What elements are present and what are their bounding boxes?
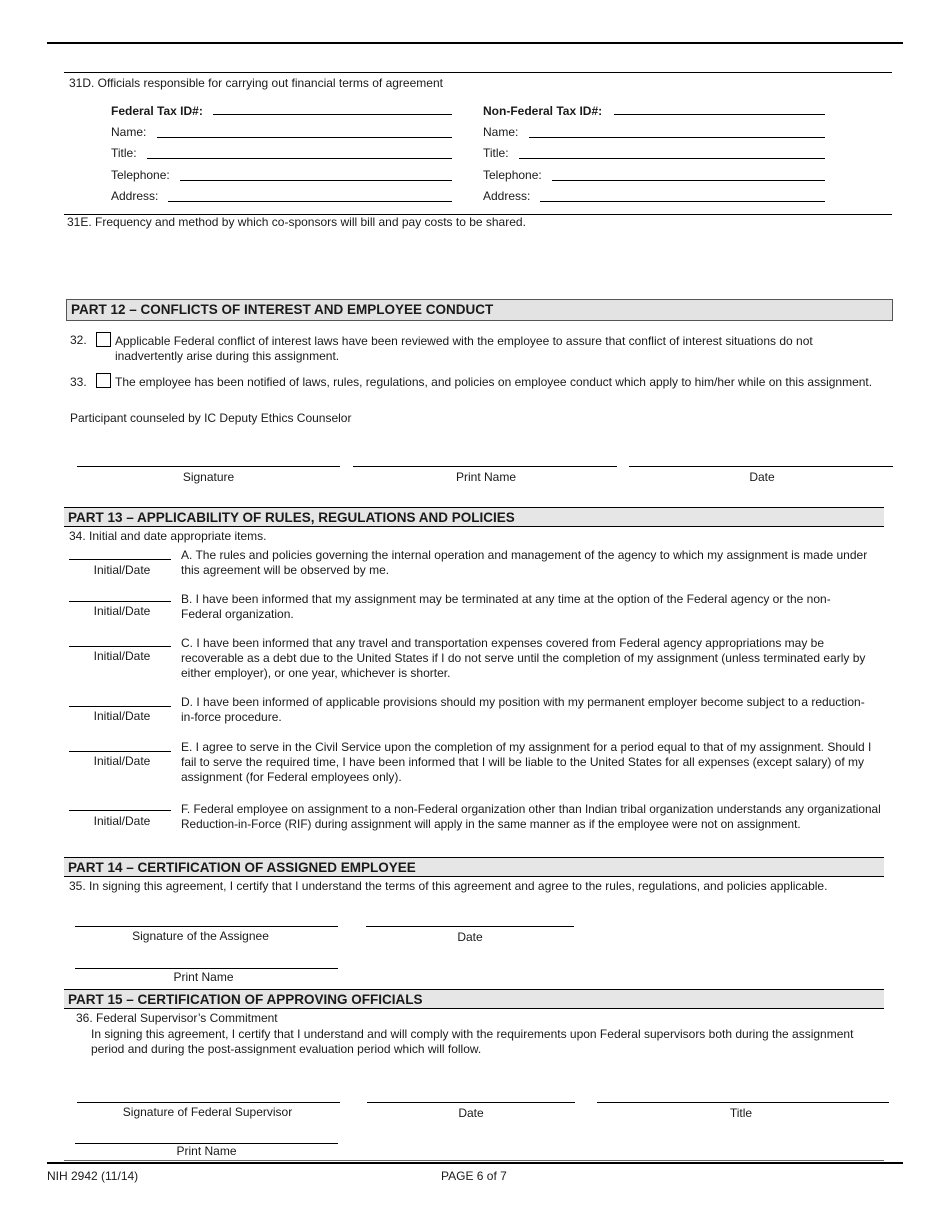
counseled-label: Participant counseled by IC Deputy Ethics Counselor <box>70 411 352 425</box>
supervisor-print-name-label: Print Name <box>176 1144 237 1158</box>
nonfederal-address-field[interactable] <box>540 201 825 202</box>
assignee-date-label: Date <box>457 930 483 944</box>
item-33-text: The employee has been notified of laws, rules, regulations, and policies on employee conduct which apply to him/her while on this assignment. <box>115 375 873 389</box>
item-32-number: 32. <box>70 333 87 347</box>
part-12-header: PART 12 – CONFLICTS OF INTEREST AND EMPLOYEE CONDUCT <box>66 299 893 321</box>
assignee-signature-field[interactable] <box>75 926 338 927</box>
initial-date-label-f: Initial/Date <box>93 814 151 828</box>
federal-name-field[interactable] <box>157 137 452 138</box>
initial-date-field-f[interactable] <box>69 810 171 811</box>
item-d-text: D. I have been informed of applicable provisions should my position with my permanent employer become subject to a reduction-in-force procedure. <box>181 695 865 724</box>
section-31e-field[interactable] <box>67 232 892 296</box>
federal-tax-field[interactable] <box>213 114 452 115</box>
part12-signature-label: Signature <box>182 470 235 484</box>
section-31d-heading: 31D. Officials responsible for carrying out financial terms of agreement <box>69 76 443 90</box>
federal-name-label: Name: <box>111 125 147 139</box>
initial-date-label-a: Initial/Date <box>93 563 151 577</box>
nonfederal-address-label: Address: <box>483 189 531 203</box>
form-number: NIH 2942 (11/14) <box>47 1169 139 1183</box>
nonfederal-telephone-label: Telephone: <box>483 168 542 182</box>
supervisor-signature-field[interactable] <box>77 1102 340 1103</box>
supervisor-date-label: Date <box>458 1106 484 1120</box>
item-a-text: A. The rules and policies governing the internal operation and management of the agency to which my assignment is made under this agreement will be observed by me. <box>181 548 868 577</box>
part15-commitment-text: In signing this agreement, I certify that I understand and will comply with the requirements upon Federal supervisors both during the assignment period and during the post-assignment evaluation period which will follow. <box>91 1027 854 1056</box>
item-32-checkbox[interactable] <box>96 332 111 347</box>
initial-date-label-e: Initial/Date <box>93 754 151 768</box>
item-33-number: 33. <box>70 375 87 389</box>
part-14-header: PART 14 – CERTIFICATION OF ASSIGNED EMPLOYEE <box>64 857 884 877</box>
item-c-text: C. I have been informed that any travel and transportation expenses covered from Federal agency appropriations may be recoverable as a debt due to the United States if I do not serve until the completion of my assignment (unless terminated early by either employer), or one year, whichever is shorter. <box>181 636 866 680</box>
supervisor-title-field[interactable] <box>597 1102 889 1103</box>
nonfederal-telephone-field[interactable] <box>552 180 825 181</box>
initial-date-field-e[interactable] <box>69 751 171 752</box>
federal-address-field[interactable] <box>168 201 452 202</box>
nonfederal-tax-label: Non-Federal Tax ID#: <box>483 104 603 118</box>
part12-date-field[interactable] <box>629 466 893 467</box>
assignee-print-name-field[interactable] <box>75 968 338 969</box>
nonfederal-title-field[interactable] <box>519 158 825 159</box>
initial-date-field-c[interactable] <box>69 646 171 647</box>
part12-signature-field[interactable] <box>77 466 340 467</box>
federal-address-label: Address: <box>111 189 159 203</box>
item-e-text: E. I agree to serve in the Civil Service upon the completion of my assignment for a period equal to that of my assignment. Should I fail to serve the required time, I have been informed that I will be liable to the United States for all expenses (except salary) of my assignment (for Federal employees only). <box>181 740 872 784</box>
federal-title-field[interactable] <box>147 158 452 159</box>
nonfederal-tax-field[interactable] <box>614 114 825 115</box>
federal-title-label: Title: <box>111 146 137 160</box>
part14-certify-text: 35. In signing this agreement, I certify that I understand the terms of this agreement and agree to the rules, regulations, and policies applicable. <box>69 879 828 893</box>
footer-rule <box>47 1162 903 1164</box>
federal-telephone-label: Telephone: <box>111 168 170 182</box>
item-b-text: B. I have been informed that my assignment may be terminated at any time at the option of the Federal agency or the non-Federal organization. <box>181 592 831 621</box>
assignee-print-name-label: Print Name <box>173 970 234 984</box>
part12-print-name-field[interactable] <box>353 466 617 467</box>
supervisor-signature-label: Signature of Federal Supervisor <box>122 1105 293 1119</box>
section-31d-rule <box>64 72 892 73</box>
part13-intro: 34. Initial and date appropriate items. <box>69 529 267 543</box>
initial-date-field-d[interactable] <box>69 706 171 707</box>
section-31e-heading: 31E. Frequency and method by which co-sponsors will bill and pay costs to be shared. <box>67 215 526 229</box>
federal-tax-label: Federal Tax ID#: <box>111 104 203 118</box>
part12-date-label: Date <box>749 470 775 484</box>
initial-date-field-a[interactable] <box>69 559 171 560</box>
nonfederal-title-label: Title: <box>483 146 509 160</box>
item-32-text: Applicable Federal conflict of interest laws have been reviewed with the employee to assure that conflict of interest situations do not inadvertently arise during this assignment. <box>115 334 813 363</box>
top-rule <box>47 42 903 44</box>
item-f-text: F. Federal employee on assignment to a non-Federal organization other than Indian tribal organization understands any organizational Reduction-in-Force (RIF) during assignment will apply in the same manner as if the employee were not on assignment. <box>181 802 881 831</box>
part12-print-name-label: Print Name <box>455 470 517 484</box>
federal-telephone-field[interactable] <box>180 180 452 181</box>
nonfederal-name-field[interactable] <box>529 137 825 138</box>
part15-heading: 36. Federal Supervisor’s Commitment <box>76 1011 278 1025</box>
supervisor-date-field[interactable] <box>367 1102 575 1103</box>
initial-date-label-b: Initial/Date <box>93 604 151 618</box>
supervisor-title-label: Title <box>729 1106 753 1120</box>
assignee-signature-label: Signature of the Assignee <box>132 929 269 943</box>
initial-date-field-b[interactable] <box>69 601 171 602</box>
initial-date-label-d: Initial/Date <box>93 709 151 723</box>
item-33-checkbox[interactable] <box>96 373 111 388</box>
part-15-header: PART 15 – CERTIFICATION OF APPROVING OFFICIALS <box>64 989 884 1009</box>
part-13-header: PART 13 – APPLICABILITY OF RULES, REGULATIONS AND POLICIES <box>64 507 884 527</box>
footer-rule-thin <box>64 1160 884 1161</box>
initial-date-label-c: Initial/Date <box>93 649 151 663</box>
page-number: PAGE 6 of 7 <box>441 1169 507 1183</box>
nonfederal-name-label: Name: <box>483 125 519 139</box>
assignee-date-field[interactable] <box>366 926 574 927</box>
